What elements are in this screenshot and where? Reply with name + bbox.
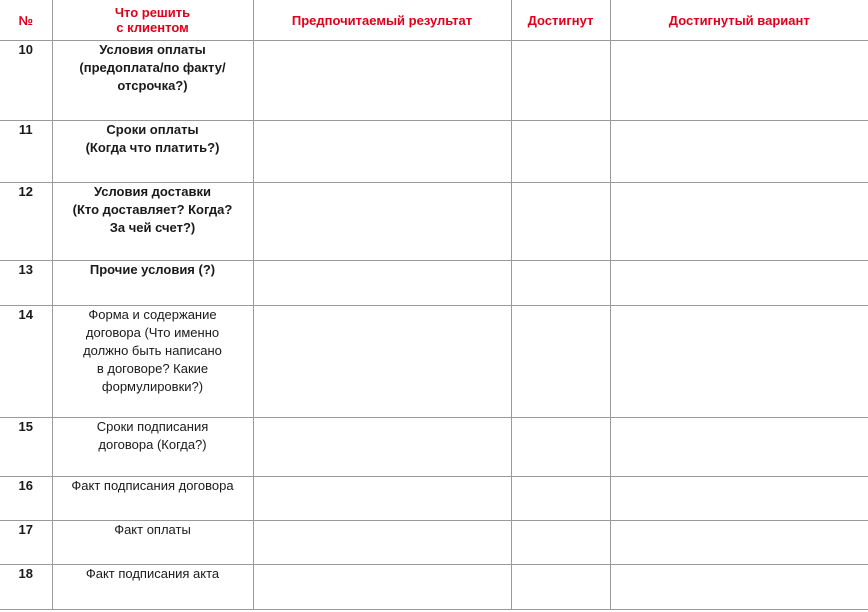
- row-task: Условия оплаты (предоплата/по факту/ отсрочка?): [52, 41, 253, 121]
- table-row: [0, 183, 868, 261]
- row-task: Факт подписания акта: [52, 565, 253, 610]
- preferred-result-cell[interactable]: [253, 121, 511, 183]
- table-row: [0, 521, 868, 565]
- preferred-result-cell[interactable]: [253, 306, 511, 418]
- row-task: Прочие условия (?): [52, 261, 253, 306]
- header-task: Что решить с клиентом: [52, 0, 253, 41]
- row-number: 15: [0, 418, 52, 477]
- achieved-cell[interactable]: [511, 183, 610, 261]
- achieved-cell[interactable]: [511, 121, 610, 183]
- achieved-variant-cell[interactable]: [610, 121, 868, 183]
- row-task: Сроки оплаты (Когда что платить?): [52, 121, 253, 183]
- achieved-variant-cell[interactable]: [610, 477, 868, 521]
- row-number: 14: [0, 306, 52, 418]
- achieved-cell[interactable]: [511, 41, 610, 121]
- table-row: [0, 565, 868, 610]
- header-row: [0, 0, 868, 41]
- preferred-result-cell[interactable]: [253, 565, 511, 610]
- row-number: 13: [0, 261, 52, 306]
- achieved-variant-cell[interactable]: [610, 41, 868, 121]
- header-preferred-result: Предпочитаемый результат: [253, 0, 511, 41]
- achieved-variant-cell[interactable]: [610, 261, 868, 306]
- achieved-cell[interactable]: [511, 477, 610, 521]
- header-achieved: Достигнут: [511, 0, 610, 41]
- header-number: №: [0, 0, 52, 41]
- row-task: Факт оплаты: [52, 521, 253, 565]
- table-row: [0, 261, 868, 306]
- preferred-result-cell[interactable]: [253, 521, 511, 565]
- achieved-variant-cell[interactable]: [610, 521, 868, 565]
- achieved-variant-cell[interactable]: [610, 565, 868, 610]
- table-row: [0, 306, 868, 418]
- table-row: [0, 418, 868, 477]
- achieved-cell[interactable]: [511, 418, 610, 477]
- row-number: 11: [0, 121, 52, 183]
- header-achieved-variant: Достигнутый вариант: [610, 0, 868, 41]
- preferred-result-cell[interactable]: [253, 41, 511, 121]
- preferred-result-cell[interactable]: [253, 261, 511, 306]
- row-number: 17: [0, 521, 52, 565]
- row-number: 10: [0, 41, 52, 121]
- row-number: 18: [0, 565, 52, 610]
- row-number: 16: [0, 477, 52, 521]
- row-task: Форма и содержание договора (Что именно должно быть написано в договоре? Какие формулировки?): [52, 306, 253, 418]
- table-row: [0, 41, 868, 121]
- preferred-result-cell[interactable]: [253, 477, 511, 521]
- preferred-result-cell[interactable]: [253, 183, 511, 261]
- achieved-variant-cell[interactable]: [610, 418, 868, 477]
- table-row: [0, 121, 868, 183]
- achieved-cell[interactable]: [511, 261, 610, 306]
- table-row: [0, 477, 868, 521]
- achieved-cell[interactable]: [511, 521, 610, 565]
- row-task: Условия доставки (Кто доставляет? Когда? За чей счет?): [52, 183, 253, 261]
- row-task: Сроки подписания договора (Когда?): [52, 418, 253, 477]
- preferred-result-cell[interactable]: [253, 418, 511, 477]
- achieved-variant-cell[interactable]: [610, 183, 868, 261]
- achieved-cell[interactable]: [511, 306, 610, 418]
- row-number: 12: [0, 183, 52, 261]
- achieved-variant-cell[interactable]: [610, 306, 868, 418]
- row-task: Факт подписания договора: [52, 477, 253, 521]
- achieved-cell[interactable]: [511, 565, 610, 610]
